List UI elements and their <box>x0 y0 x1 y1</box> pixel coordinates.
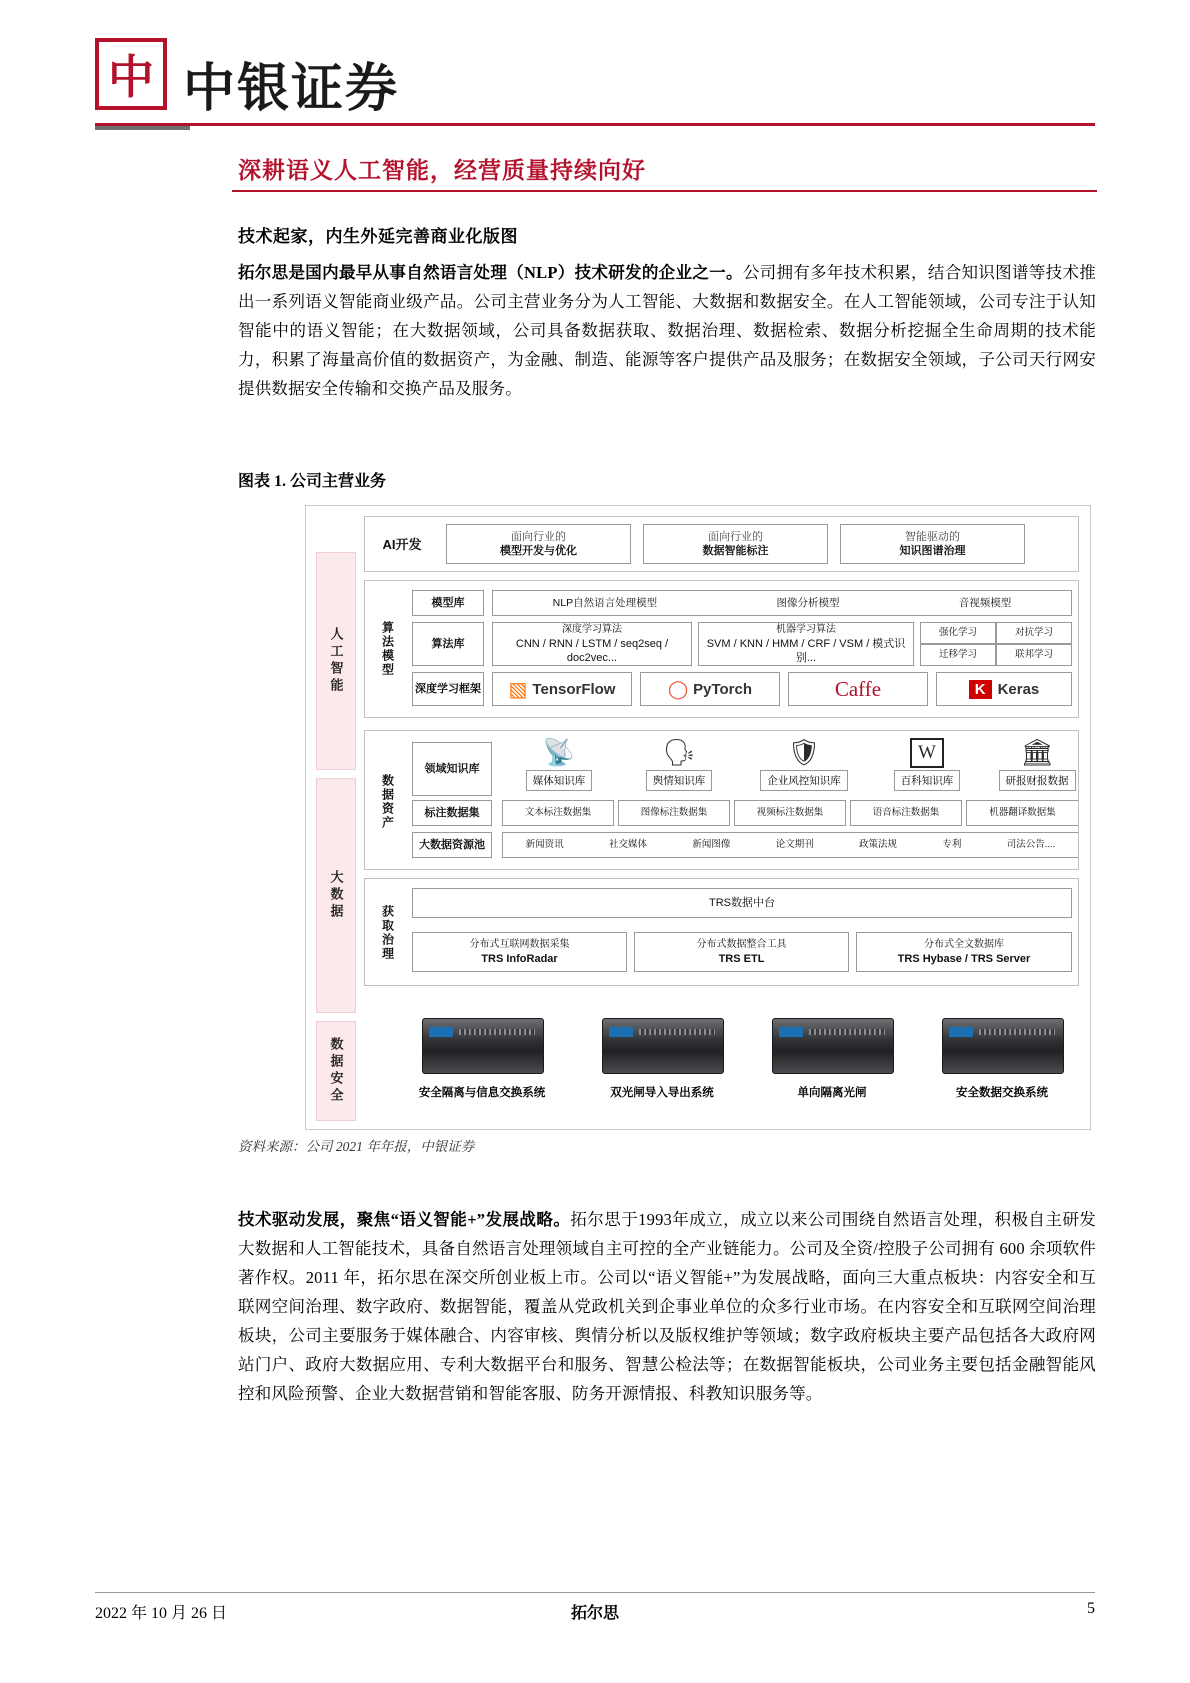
domain-kb-label: 领域知识库 <box>412 742 492 796</box>
ai-card-2-main: 数据智能标注 <box>702 545 769 557</box>
pool-label: 大数据资源池 <box>412 832 492 858</box>
brand-logo-icon: 中 <box>95 38 167 110</box>
platform-item-2-top: 分布式数据整合工具 <box>696 939 787 950</box>
ai-card-2-top: 面向行业的 <box>708 531 763 543</box>
server-image-2 <box>602 1018 724 1074</box>
algo-extra-4: 联邦学习 <box>996 644 1072 666</box>
lane-label-bigdata: 大数据 <box>316 778 356 1013</box>
domain-kb-item-1-label: 媒体知识库 <box>526 770 593 791</box>
platform-item-2 <box>634 932 849 972</box>
platform-item-1 <box>412 932 627 972</box>
header-rule-gray <box>95 126 190 130</box>
figure-caption: 图表 1. 公司主营业务 <box>238 473 387 490</box>
pool-items <box>502 832 1078 858</box>
platform-item-2-main: TRS ETL <box>718 953 765 965</box>
paragraph-1-lead: 拓尔思是国内最早从事自然语言处理（NLP）技术研发的企业之一。 <box>238 263 743 282</box>
framework-1-label: TensorFlow <box>532 680 616 698</box>
algo-ml-title: 机器学习算法 <box>776 624 836 635</box>
algo-deep-title: 深度学习算法 <box>562 624 622 635</box>
security-item-1: 安全隔离与信息交换系统 <box>418 1087 546 1099</box>
caffe-logo-icon <box>788 672 928 706</box>
ai-card-3-main: 知识图谱治理 <box>899 545 966 557</box>
brand-name: 中银证券 <box>183 61 400 118</box>
ai-card-2 <box>643 524 828 564</box>
platform-item-3-main: TRS Hybase / TRS Server <box>897 953 1031 965</box>
model-lib-item-3: 音视频模型 <box>958 597 1012 609</box>
algo-lib-label: 算法库 <box>412 622 484 666</box>
framework-3-label: Caffe <box>834 676 882 701</box>
algo-extra-3: 迁移学习 <box>920 644 996 666</box>
lane-label-security: 数据安全 <box>316 1021 356 1121</box>
lane-label-ai: 人工智能 <box>316 552 356 770</box>
platform-item-3-top: 分布式全文数据库 <box>924 939 1004 950</box>
model-lib-item-1: NLP自然语言处理模型 <box>552 597 658 609</box>
header-rule-red <box>95 123 1095 126</box>
annotated-item-5: 机器翻译数据集 <box>966 800 1078 826</box>
domain-kb-item-3 <box>744 738 864 791</box>
model-lib-label: 模型库 <box>412 590 484 616</box>
algo-extra-1: 强化学习 <box>920 622 996 644</box>
bank-icon: 🏛 <box>1020 738 1054 767</box>
domain-kb-item-4 <box>872 738 982 791</box>
security-item-2: 双光闸导入导出系统 <box>610 1087 714 1099</box>
algo-deep-block <box>492 622 692 666</box>
footer-rule <box>95 1592 1095 1593</box>
annotated-item-1: 文本标注数据集 <box>502 800 614 826</box>
framework-4-label: Keras <box>997 680 1040 698</box>
figure-diagram <box>305 505 1091 1130</box>
ai-card-3 <box>840 524 1025 564</box>
page-title: 深耕语义人工智能，经营质量持续向好 <box>238 158 646 183</box>
footer-date: 2022 年 10 月 26 日 <box>95 1605 228 1622</box>
sentiment-icon: 🗣 <box>662 738 696 767</box>
server-image-1 <box>422 1018 544 1074</box>
keras-logo-icon: K Keras <box>936 672 1072 706</box>
paragraph-1 <box>238 258 1096 403</box>
server-image-3 <box>772 1018 894 1074</box>
model-lib-item-2: 图像分析模型 <box>776 597 840 609</box>
algo-deep-items: CNN / RNN / LSTM / seq2seq / doc2vec... <box>515 638 669 664</box>
algo-ml-block <box>698 622 914 666</box>
shield-icon: 🛡 <box>787 738 821 767</box>
paragraph-2-body: 拓尔思于1993年成立，成立以来公司围绕自然语言处理，积极自主研发大数据和人工智能技术，具备自然语言处理领域自主可控的全产业链能力。公司及全资/控股子公司拥有 600 余项软件著作权。2011 年，拓尔思在深交所创业板上市。公司以“语义智能+”为发展战略，面向三大重点板块：内容安全和互联网空间治理、数字政府、数据智能，覆盖从党政机关到企事业单位的众多行业市场。在内容安全和互联网空间治理板块，公司主要服务于媒体融合、内容审核、舆情分析以及版权维护等领域；数字政府板块主要产品包括各大政府网站门户、政府大数据应用、专利大数据平台和服务、智慧公检法等；在数据智能板块，公司业务主要包括金融智能风控和风险预警、企业大数据营销和智能客服、防务开源情报、科教知识服务等。 <box>238 1210 1096 1403</box>
domain-kb-item-2 <box>624 738 734 791</box>
governance-label: 获取治理 <box>380 905 395 961</box>
ai-card-1 <box>446 524 631 564</box>
annotated-label: 标注数据集 <box>412 800 492 826</box>
ai-card-1-main: 模型开发与优化 <box>500 545 577 557</box>
trs-platform: TRS数据中台 <box>412 888 1072 918</box>
wikipedia-icon: W <box>910 738 944 768</box>
pool-item-5: 政策法规 <box>859 839 898 850</box>
pool-item-7: 司法公告.... <box>1006 839 1056 850</box>
framework-label: 深度学习框架 <box>412 672 484 706</box>
data-assets-label: 数据资产 <box>380 774 395 830</box>
footer-page-number: 5 <box>1087 1600 1095 1617</box>
model-lib-items <box>492 590 1072 616</box>
ai-card-3-top: 智能驱动的 <box>905 531 960 543</box>
ai-dev-label: AI开发 <box>382 536 422 552</box>
media-icon: 📡 <box>542 738 576 767</box>
annotated-item-3: 视频标注数据集 <box>734 800 846 826</box>
domain-kb-item-1 <box>504 738 614 791</box>
paragraph-1-body: 公司拥有多年技术积累，结合知识图谱等技术推出一系列语义智能商业级产品。公司主营业务分为人工智能、大数据和数据安全。在人工智能领域，公司专注于认知智能中的语义智能；在大数据领域，公司具备数据获取、数据治理、数据检索、数据分析挖掘全生命周期的技术能力，积累了海量高价值的数据资产，为金融、制造、能源等客户提供产品及服务；在数据安全领域，子公司天行网安提供数据安全传输和交换产品及服务。 <box>238 263 1096 398</box>
pool-item-3: 新闻图像 <box>692 839 731 850</box>
security-item-4: 安全数据交换系统 <box>956 1087 1048 1099</box>
paragraph-2 <box>238 1205 1096 1408</box>
algo-extra-2: 对抗学习 <box>996 622 1072 644</box>
pool-item-6: 专利 <box>942 839 962 850</box>
domain-kb-item-5-label: 研报财报数据 <box>999 770 1076 791</box>
platform-item-1-top: 分布式互联网数据采集 <box>469 939 570 950</box>
footer-company: 拓尔思 <box>570 1605 619 1622</box>
domain-kb-item-4-label: 百科知识库 <box>894 770 961 791</box>
framework-2-label: PyTorch <box>693 680 753 698</box>
ai-card-1-top: 面向行业的 <box>511 531 566 543</box>
algo-model-label: 算法模型 <box>380 621 395 677</box>
annotated-item-4: 语音标注数据集 <box>850 800 962 826</box>
algo-ml-items: SVM / KNN / HMM / CRF / VSM / 模式识别... <box>706 638 906 664</box>
tensorflow-logo-icon: ▧ TensorFlow <box>492 672 632 706</box>
domain-kb-item-5 <box>982 738 1092 791</box>
sub-heading: 技术起家，内生外延完善商业化版图 <box>238 227 518 246</box>
domain-kb-item-3-label: 企业风控知识库 <box>760 770 848 791</box>
title-underline <box>232 190 1097 192</box>
security-item-3: 单向隔离光闸 <box>797 1087 867 1099</box>
figure-source: 资料来源：公司 2021 年年报，中银证券 <box>238 1139 475 1154</box>
annotated-item-2: 图像标注数据集 <box>618 800 730 826</box>
platform-item-3 <box>856 932 1072 972</box>
platform-item-1-main: TRS InfoRadar <box>481 953 558 965</box>
document-header <box>95 38 1095 118</box>
pytorch-logo-icon: ◯ PyTorch <box>640 672 780 706</box>
paragraph-2-lead: 技术驱动发展，聚焦“语义智能+”发展战略。 <box>238 1210 571 1229</box>
pool-item-4: 论文期刊 <box>775 839 814 850</box>
server-image-4 <box>942 1018 1064 1074</box>
pool-item-1: 新闻资讯 <box>525 839 564 850</box>
pool-item-2: 社交媒体 <box>609 839 648 850</box>
domain-kb-item-2-label: 舆情知识库 <box>646 770 713 791</box>
